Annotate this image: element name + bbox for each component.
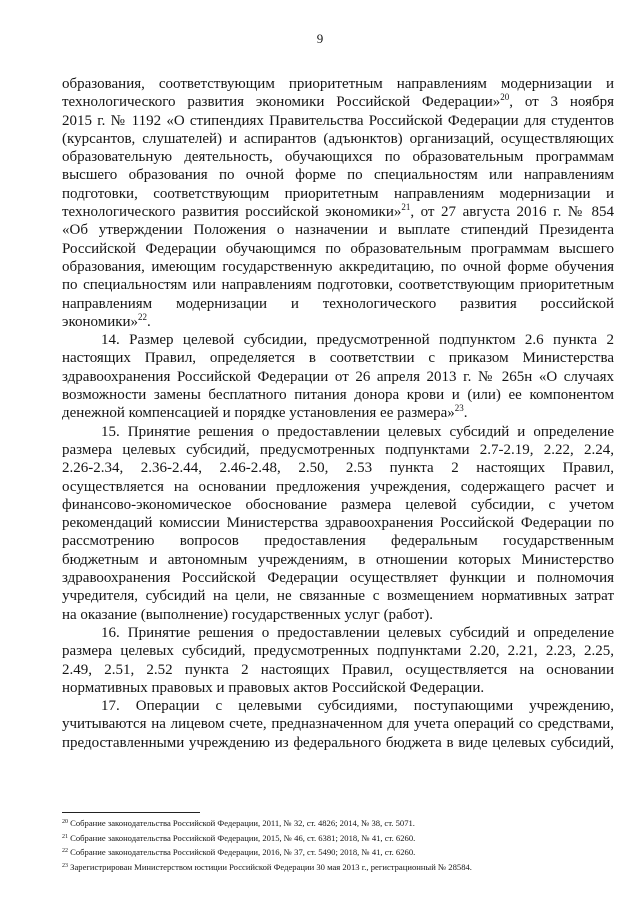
body-line: по специальностям или направлениям подготовки, соответствующим приоритетным [62,277,614,294]
body-text [62,75,614,752]
body-line: подготовки, соответствующим приоритетным направлениям модернизации и [62,185,614,202]
footnote-separator [62,812,200,813]
footnote: $^{22}$ Собрание законодательства Российской Федерации, 2016, № 37, ст. 5490; 2018, № 41, ст. 6260. [62,847,416,857]
body-line: высшего образования по очной форме по специальностям или направлениям [62,167,614,184]
body-line: технологического развития экономики Российской Федерации»$^{20}$, от 3 ноября [62,92,614,111]
footnote: $^{23}$ Зарегистрирован Министерством юстиции Российской Федерации 30 мая 2013 г., регистрационный № 28584. [62,861,472,872]
body-line: финансово-экономическое обоснование размера целевой субсидии, с учетом [62,496,614,513]
footnote: $^{20}$ Собрание законодательства Российской Федерации, 2011, № 32, ст. 4826; 2014, № 38, ст. 5071. [62,818,415,828]
body-line: экономики»$^{22}$. [62,311,151,330]
footnote-number: 23 [62,862,68,869]
body-line: бюджетным и автономным учреждениям, в отношении которых Министерство [62,551,614,568]
body-line: рассмотрению вопросов предоставления федеральным государственным [62,533,614,550]
body-line: учитываются на лицевом счете, предназначенном для учета операций со средствами, [62,716,614,733]
body-line: нормативных правовых и правовых актов Российской Федерации. [62,679,485,696]
body-line: предоставленными учреждению из федерального бюджета в виде целевых субсидий, [62,734,614,751]
body-line: образования, имеющим государственную аккредитацию, по очной форме обучения [62,258,614,275]
body-line: 16. Принятие решения о предоставлении целевых субсидий и определение [101,624,614,641]
body-line: здравоохранения Российской Федерации от 26 апреля 2013 г. № 265н «О случаях [62,368,614,385]
body-line: «Об утверждении Положения о назначении и выплате стипендий Президента [62,222,614,239]
footnote-number: 20 [62,819,68,825]
body-line: 15. Принятие решения о предоставлении целевых субсидий и определение [101,423,614,440]
body-line: 2015 г. № 1192 «О стипендиях Правительства Российской Федерации для студентов [62,112,614,129]
body-line: возможности замены бесплатного питания донора крови и (или) ее компонентом [62,387,614,404]
body-line: осуществляется на основании предложения учреждения, содержащего расчет и [62,478,614,495]
footnote-ref: 20 [500,92,510,103]
body-line: настоящих Правил, определяется в соответствии с приказом Министерства [62,350,614,367]
body-line: размера целевых субсидий, предусмотренных подпунктами 2.20, 2.21, 2.23, 2.25, [62,643,614,660]
footnote-number: 21 [62,833,68,840]
body-line: рекомендаций комиссии Министерства здравоохранения Российской Федерации по [62,515,614,532]
body-line: направлениям модернизации и технологического развития российской [62,295,614,312]
body-line: Российской Федерации обучающимся по образовательным программам высшего [62,240,614,257]
footnote: $^{21}$ Собрание законодательства Российской Федерации, 2015, № 46, ст. 6381; 2018, № 41, ст. 6260. [62,832,416,843]
body-line: 2.49, 2.51, 2.52 пункта 2 настоящих Правил, осуществляется на основании [62,661,614,678]
body-line: здравоохранения Российской Федерации осуществляет функции и полномочия [62,570,614,587]
footnote-ref: 23 [454,403,464,414]
body-line: 17. Операции с целевыми субсидиями, поступающими учреждению, [101,698,614,715]
body-line: образовательную деятельность, обучающихся по образовательным программам [62,149,614,166]
body-line: технологического развития российской экономики»$^{21}$, от 27 августа 2016 г. № 854 [62,202,614,221]
page-number: 9 [316,31,324,46]
footnote-ref: 21 [401,202,411,213]
body-line: на оказание (выполнение) государственных услуг (работ). [62,606,433,623]
body-line: 2.26-2.34, 2.36-2.44, 2.46-2.48, 2.50, 2.53 пункта 2 настоящих Правил, [62,460,614,477]
body-line: 14. Размер целевой субсидии, предусмотренной подпунктом 2.6 пункта 2 [101,332,614,349]
body-line: (курсантов, слушателей) и аспирантов (адъюнктов) организаций, осуществляющих [62,130,614,147]
body-line: образования, соответствующим приоритетным направлениям модернизации и [62,76,614,92]
footnote-ref: 22 [138,311,148,322]
footnote-number: 22 [62,848,68,854]
body-line: учредителя, субсидий на цели, не связанные с возмещением нормативных затрат [62,588,614,605]
body-line: денежной компенсацией и порядке установления ее размера»$^{23}$. [62,403,468,422]
footnotes [62,816,614,874]
body-line: размера целевых субсидий, предусмотренных подпунктами 2.7-2.19, 2.22, 2.24, [62,441,614,458]
